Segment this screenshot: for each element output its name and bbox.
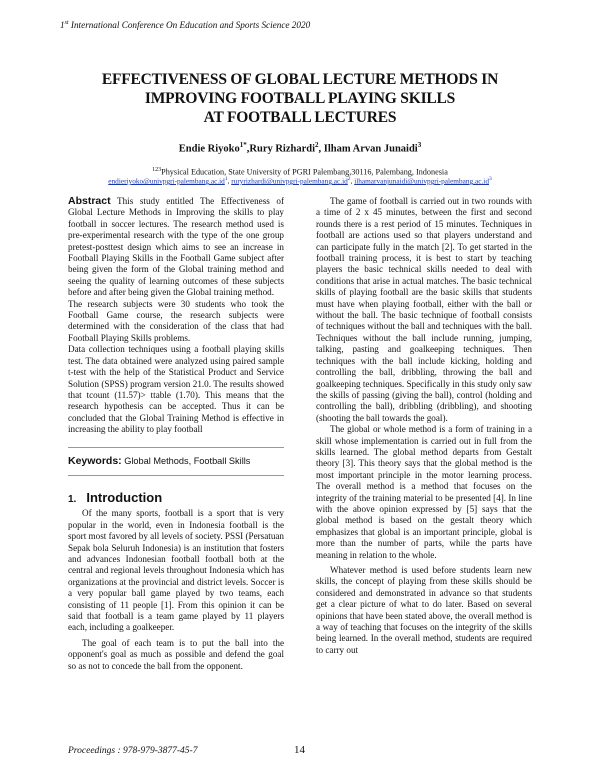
author-sep-2: , xyxy=(318,143,324,155)
email-list xyxy=(30,176,570,185)
author-3-sup: 3 xyxy=(417,141,422,149)
header-conference: International Conference On Education and Sports Science 2020 xyxy=(68,20,311,31)
intro-paragraph-2: The goal of each team is to put the ball into the opponent's goal as much as possible and defend the goal so as not to concede the ball from the opponent. xyxy=(68,637,284,671)
author-2-sup: 2 xyxy=(315,141,319,149)
footer-proceedings: Proceedings : 978-979-3877-45-7 xyxy=(68,746,198,756)
author-3: Ilham Arvan Junaidi xyxy=(323,143,418,155)
email-sep-1: , xyxy=(227,176,232,186)
email-3-sup: 3 xyxy=(488,176,492,182)
affiliation-text: Physical Education, State University of PGRI Palembang,30116, Palembang, Indonesia xyxy=(161,167,448,177)
email-link-3[interactable]: ilhamarvanjunaidi@univpgri-palembang.ac.id xyxy=(354,176,489,186)
header-ordinal-sup: st xyxy=(64,20,69,26)
section-number: 1. xyxy=(68,493,77,505)
email-link-2[interactable]: ruryrizhardi@univpgri-palembang.ac.id xyxy=(231,176,348,186)
author-list xyxy=(60,141,540,155)
right-paragraph-3: Whatever method is used before students learn new skills, the concept of playing from these skills should be considered and demonstrated in advance so that students get a clear picture of what to do later. Based on several opinions that have been stated above, the overall method is a way of teaching that focuses on the integrity of the skills being learned. In the overall method, students are required to carry out xyxy=(316,565,532,655)
title-line-1: EFFECTIVENESS OF GLOBAL LECTURE METHODS IN xyxy=(101,71,499,88)
author-sep-1: , xyxy=(246,143,250,155)
abstract-heading: Abstract xyxy=(68,195,111,207)
keywords-heading: Keywords: xyxy=(68,454,122,467)
email-link-1[interactable]: endieriyoko@univpgri-palembang.ac.id xyxy=(108,176,225,186)
email-sep-2: , xyxy=(350,176,355,186)
keywords-text: Global Methods, Football Skills xyxy=(121,455,251,466)
abstract-text-1: This study entitled The Effectiveness of Global Lecture Methods in Improving the skills to play football in soccer lectures. The research method used is pre-experimental research with the type of the one group pretest-posttest design which aims to see an increase in Football Playing Skills in the Football Game subject after being given the form of the Global training method and seeing the quality of learning outcomes of these subjects before and after being given the Global training method. xyxy=(68,196,284,298)
section-title: Introduction xyxy=(86,489,163,505)
keywords-block xyxy=(68,447,284,476)
right-paragraph-1: The game of football is carried out in two rounds with a time of 2 x 45 minutes, between the first and second rounds there is a rest period of 15 minutes. Techniques in football are actions used so that players understand and can participate fully in the match [2]. To get started in the football training process, it is best to start by teaching players the basic technical skills needed to deal with conditions that arise in actual matches. The basic technical skills of playing football are the basic skills that students must have when playing football, either with the ball or without the ball. The basic technique of football consists of techniques without the ball and techniques with the ball. Techniques without the ball include running, jumping, talking, pasting and goalkeeping techniques. Then techniques with the ball include kicking, holding and controlling the ball, dribbling, throwing the ball and goalkeeping techniques. Specifically in this study only saw the skills of passing (giving the ball), control (holding and controlling the ball), dribbling (dribbling), and shooting (shooting the ball towards the goal). xyxy=(316,196,532,423)
author-1: Endie Riyoko xyxy=(178,143,240,155)
author-1-sup: 1* xyxy=(239,141,247,149)
header-ordinal: 1 xyxy=(60,20,65,31)
page-number: 14 xyxy=(294,744,305,756)
abstract-paragraph-2: The research subjects were 30 students who took the Football Game course, the research subjects were determined with the consideration of the class that had Football Playing Skills problems. xyxy=(68,298,284,343)
affiliation-sup: 123 xyxy=(152,167,162,173)
title-line-3: AT FOOTBALL LECTURES xyxy=(203,109,397,126)
left-column xyxy=(68,196,284,672)
author-2: Rury Rizhardi xyxy=(249,143,316,155)
running-header xyxy=(60,20,310,30)
title-line-2: IMPROVING FOOTBALL PLAYING SKILLS xyxy=(144,90,456,107)
intro-paragraph-1: Of the many sports, football is a sport that is very popular in the world, even in Indonesia football is the sport most favored by all levels of society. PSSI (Persatuan Sepak bola Seluruh Indonesia) is an institution that fosters and advances Indonesian football football both at the central and regional levels throughout Indonesia which has organizations at the provincial and district levels. Soccer is a very popular ball game played by two teams, each consisting of 11 people [1]. From this opinion it can be said that football is a team game played by 11 players each, including a goalkeeper. xyxy=(68,508,284,633)
section-heading-introduction xyxy=(68,489,284,505)
email-1-sup: 1 xyxy=(224,176,228,182)
right-column xyxy=(316,196,532,656)
paper-title xyxy=(60,70,540,127)
right-paragraph-2: The global or whole method is a form of training in a skill whose implementation is carried out in full from the skills learned. The global method departs from Gestalt theory [3]. This theory says that the global method is the most important principle in the motor learning process. The overall method is a method that focuses on the integrity of the training material to be presented [4]. In line with the above opinion expressed by [5] says that the global method is based on the gestalt theory which emphasizes that global is an important principle, global is more than the number of parts, while the parts have meaning in relation to the whole. xyxy=(316,424,532,560)
abstract-paragraph-1 xyxy=(68,196,284,299)
abstract-paragraph-3: Data collection techniques using a football playing skills test. The data obtained were analyzed using paired sample t-test with the help of the Statistical Product and Service Solution (SPSS) program version 21.0. The results showed that tcount (11.57)> ttable (1.70). This means that the research hypothesis can be accepted. Thus it can be concluded that the Global Training Method is effective in increasing the ability to play football xyxy=(68,344,284,435)
email-2-sup: 2 xyxy=(347,176,351,182)
